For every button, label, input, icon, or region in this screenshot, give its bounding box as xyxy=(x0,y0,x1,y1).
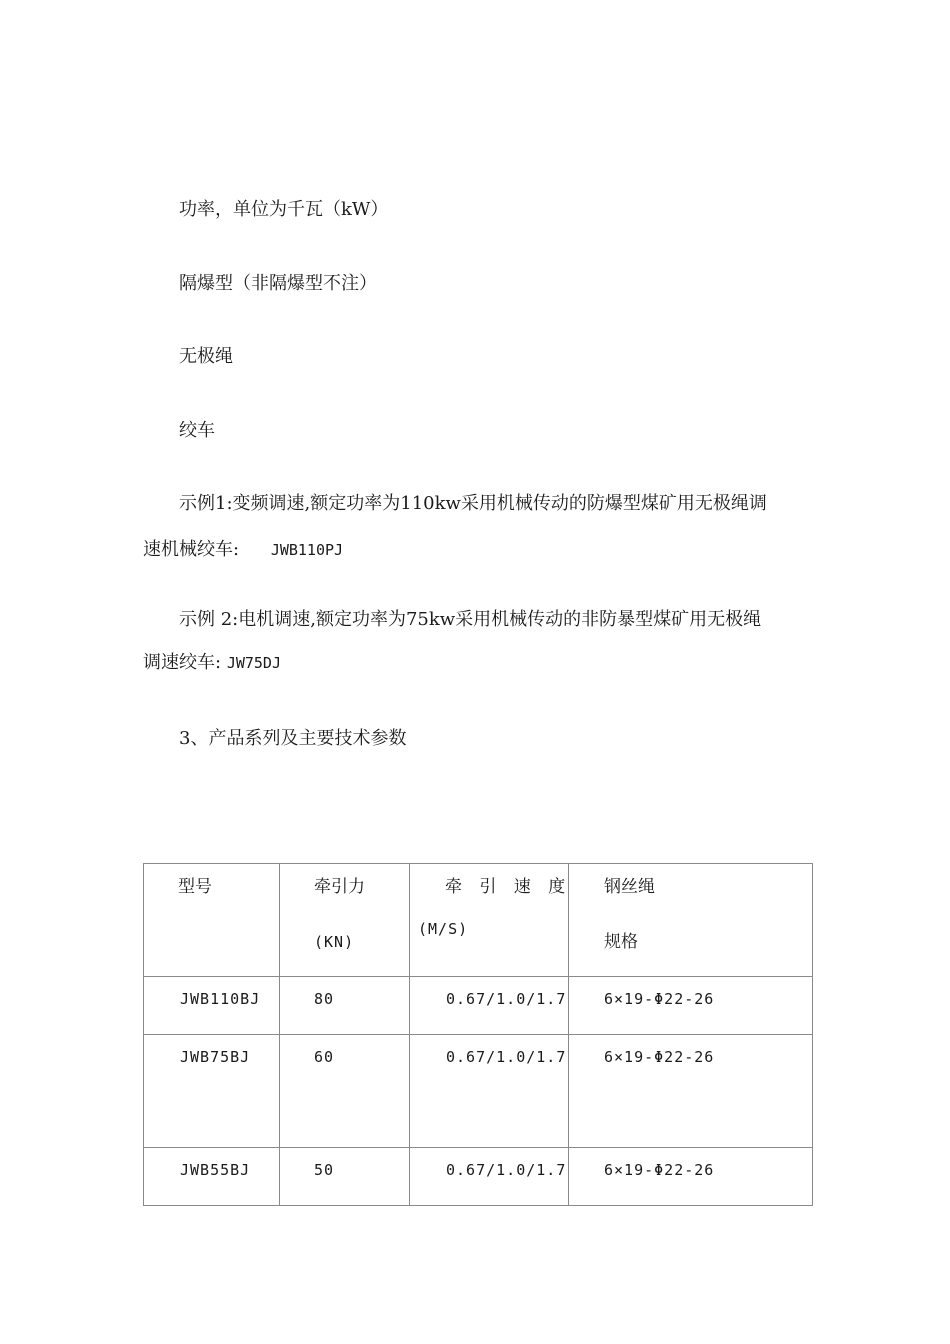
example1-line1: 示例1:变频调速,额定功率为110kw采用机械传动的防爆型煤矿用无极绳调 xyxy=(179,493,767,514)
cell-speed xyxy=(410,1148,569,1206)
cell-speed xyxy=(410,1035,569,1148)
power-definition: 功率，单位为千瓦（kW） xyxy=(179,199,389,220)
header-force: 牵引力 xyxy=(314,877,365,897)
example2-line2-text: 调速绞车: xyxy=(143,652,222,673)
example1-model: JWB110PJ xyxy=(270,541,344,559)
cell-force xyxy=(280,1148,410,1206)
row2-speed: 0.67/1.0/1.7 xyxy=(446,1048,567,1066)
header-cell-rope xyxy=(569,864,813,977)
cell-rope xyxy=(569,1035,813,1148)
example1-line2 xyxy=(143,538,343,562)
header-speed: 牵 引 速 度 xyxy=(445,877,572,897)
header-force-unit: (KN) xyxy=(314,933,355,951)
row3-rope: 6×19-Φ22-26 xyxy=(604,1161,715,1179)
winch-definition: 绞车 xyxy=(179,420,215,441)
row1-model: JWB110BJ xyxy=(180,990,261,1008)
cell-model xyxy=(144,1035,280,1148)
header-rope-spec: 规格 xyxy=(604,932,638,952)
cell-force xyxy=(280,1035,410,1148)
row2-force: 60 xyxy=(314,1048,335,1066)
header-cell-speed xyxy=(410,864,572,977)
row1-rope: 6×19-Φ22-26 xyxy=(604,990,715,1008)
header-cell-force xyxy=(280,864,410,977)
row1-speed: 0.67/1.0/1.7 xyxy=(446,990,567,1008)
cell-model xyxy=(144,1148,280,1206)
example2-line1: 示例 2:电机调速,额定功率为75kw采用机械传动的非防暴型煤矿用无极绳 xyxy=(179,609,762,630)
row3-force: 50 xyxy=(314,1161,335,1179)
cell-rope xyxy=(569,1148,813,1206)
cell-force xyxy=(280,977,410,1035)
table-row xyxy=(144,977,813,1035)
example2-model: JW75DJ xyxy=(226,654,281,672)
endless-rope-definition: 无极绳 xyxy=(179,346,233,367)
section-heading: 3、产品系列及主要技术参数 xyxy=(179,728,407,749)
header-speed-unit: (M/S) xyxy=(418,920,469,938)
row2-rope: 6×19-Φ22-26 xyxy=(604,1048,715,1066)
row1-force: 80 xyxy=(314,990,335,1008)
row3-model: JWB55BJ xyxy=(180,1161,251,1179)
cell-model xyxy=(144,977,280,1035)
table-header-row xyxy=(144,864,813,977)
parameters-table xyxy=(143,863,813,1206)
row3-speed: 0.67/1.0/1.7 xyxy=(446,1161,567,1179)
header-model: 型号 xyxy=(178,877,212,897)
example1-line2-text: 速机械绞车: xyxy=(143,539,240,560)
explosion-proof-definition: 隔爆型（非隔爆型不注） xyxy=(179,273,377,294)
example2-line2 xyxy=(143,651,281,675)
table-row xyxy=(144,1035,813,1148)
table-row xyxy=(144,1148,813,1206)
cell-rope xyxy=(569,977,813,1035)
header-rope: 钢丝绳 xyxy=(604,877,655,897)
header-cell-model xyxy=(144,864,280,977)
cell-speed xyxy=(410,977,569,1035)
row2-model: JWB75BJ xyxy=(180,1048,251,1066)
